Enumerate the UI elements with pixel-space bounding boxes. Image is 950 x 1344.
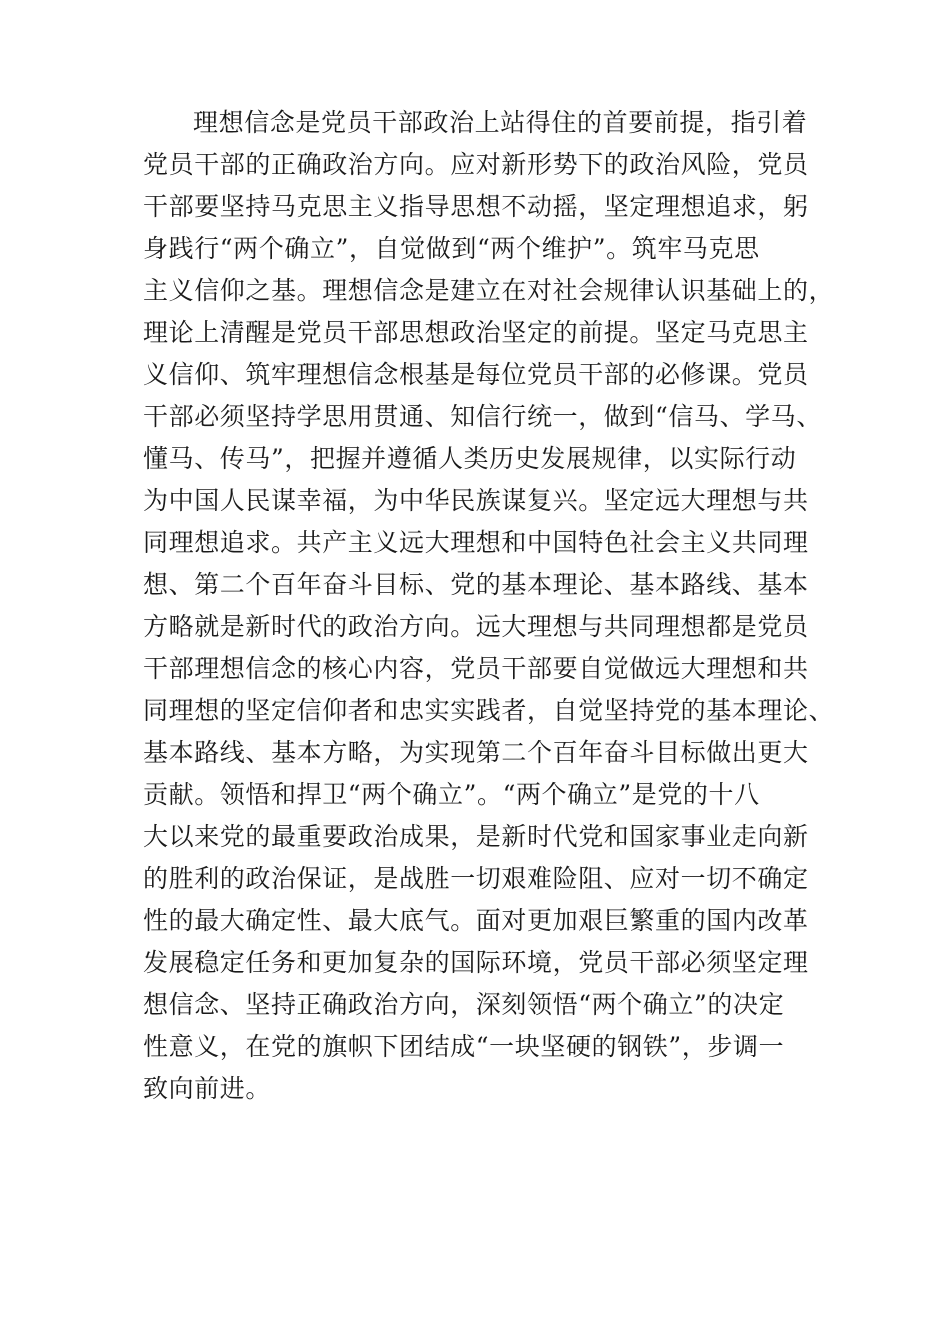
text-line: 主义信仰之基。理想信念是建立在对社会规律认识基础上的， bbox=[143, 276, 835, 305]
text-line: 想、第二个百年奋斗目标、党的基本理论、基本路线、基本 bbox=[143, 570, 809, 599]
body-paragraph bbox=[143, 102, 835, 1110]
text-line: 为中国人民谋幸福，为中华民族谋复兴。坚定远大理想与共 bbox=[143, 486, 809, 515]
text-line: 同理想追求。共产主义远大理想和中国特色社会主义共同理 bbox=[143, 528, 809, 557]
text-line: 身践行“两个确立”，自觉做到“两个维护”。筑牢马克思 bbox=[143, 234, 760, 263]
text-line: 性的最大确定性、最大底气。面对更加艰巨繁重的国内改革 bbox=[143, 906, 809, 935]
text-line: 干部理想信念的核心内容，党员干部要自觉做远大理想和共 bbox=[143, 654, 809, 683]
text-line: 党员干部的正确政治方向。应对新形势下的政治风险，党员 bbox=[143, 150, 809, 179]
text-line: 发展稳定任务和更加复杂的国际环境，党员干部必须坚定理 bbox=[143, 948, 809, 977]
text-line: 想信念、坚持正确政治方向，深刻领悟“两个确立”的决定 bbox=[143, 990, 785, 1019]
text-line: 懂马、传马”，把握并遵循人类历史发展规律，以实际行动 bbox=[143, 444, 797, 473]
text-line: 基本路线、基本方略，为实现第二个百年奋斗目标做出更大 bbox=[143, 738, 809, 767]
text-line: 干部必须坚持学思用贯通、知信行统一，做到“信马、学马、 bbox=[143, 402, 822, 431]
text-line: 的胜利的政治保证，是战胜一切艰难险阻、应对一切不确定 bbox=[143, 864, 809, 893]
text-line: 义信仰、筑牢理想信念根基是每位党员干部的必修课。党员 bbox=[143, 360, 809, 389]
text-line: 理论上清醒是党员干部思想政治坚定的前提。坚定马克思主 bbox=[143, 318, 809, 347]
text-line: 性意义，在党的旗帜下团结成“一块坚硬的钢铁”，步调一 bbox=[143, 1032, 785, 1061]
text-line: 同理想的坚定信仰者和忠实实践者，自觉坚持党的基本理论、 bbox=[143, 696, 835, 725]
text-line: 大以来党的最重要政治成果，是新时代党和国家事业走向新 bbox=[143, 822, 809, 851]
text-line: 理想信念是党员干部政治上站得住的首要前提，指引着 bbox=[193, 108, 808, 137]
text-line: 干部要坚持马克思主义指导思想不动摇，坚定理想追求，躬 bbox=[143, 192, 809, 221]
text-line: 方略就是新时代的政治方向。远大理想与共同理想都是党员 bbox=[143, 612, 809, 641]
text-line: 贡献。领悟和捍卫“两个确立”。“两个确立”是党的十八 bbox=[143, 780, 760, 809]
text-line: 致向前进。 bbox=[143, 1074, 272, 1103]
